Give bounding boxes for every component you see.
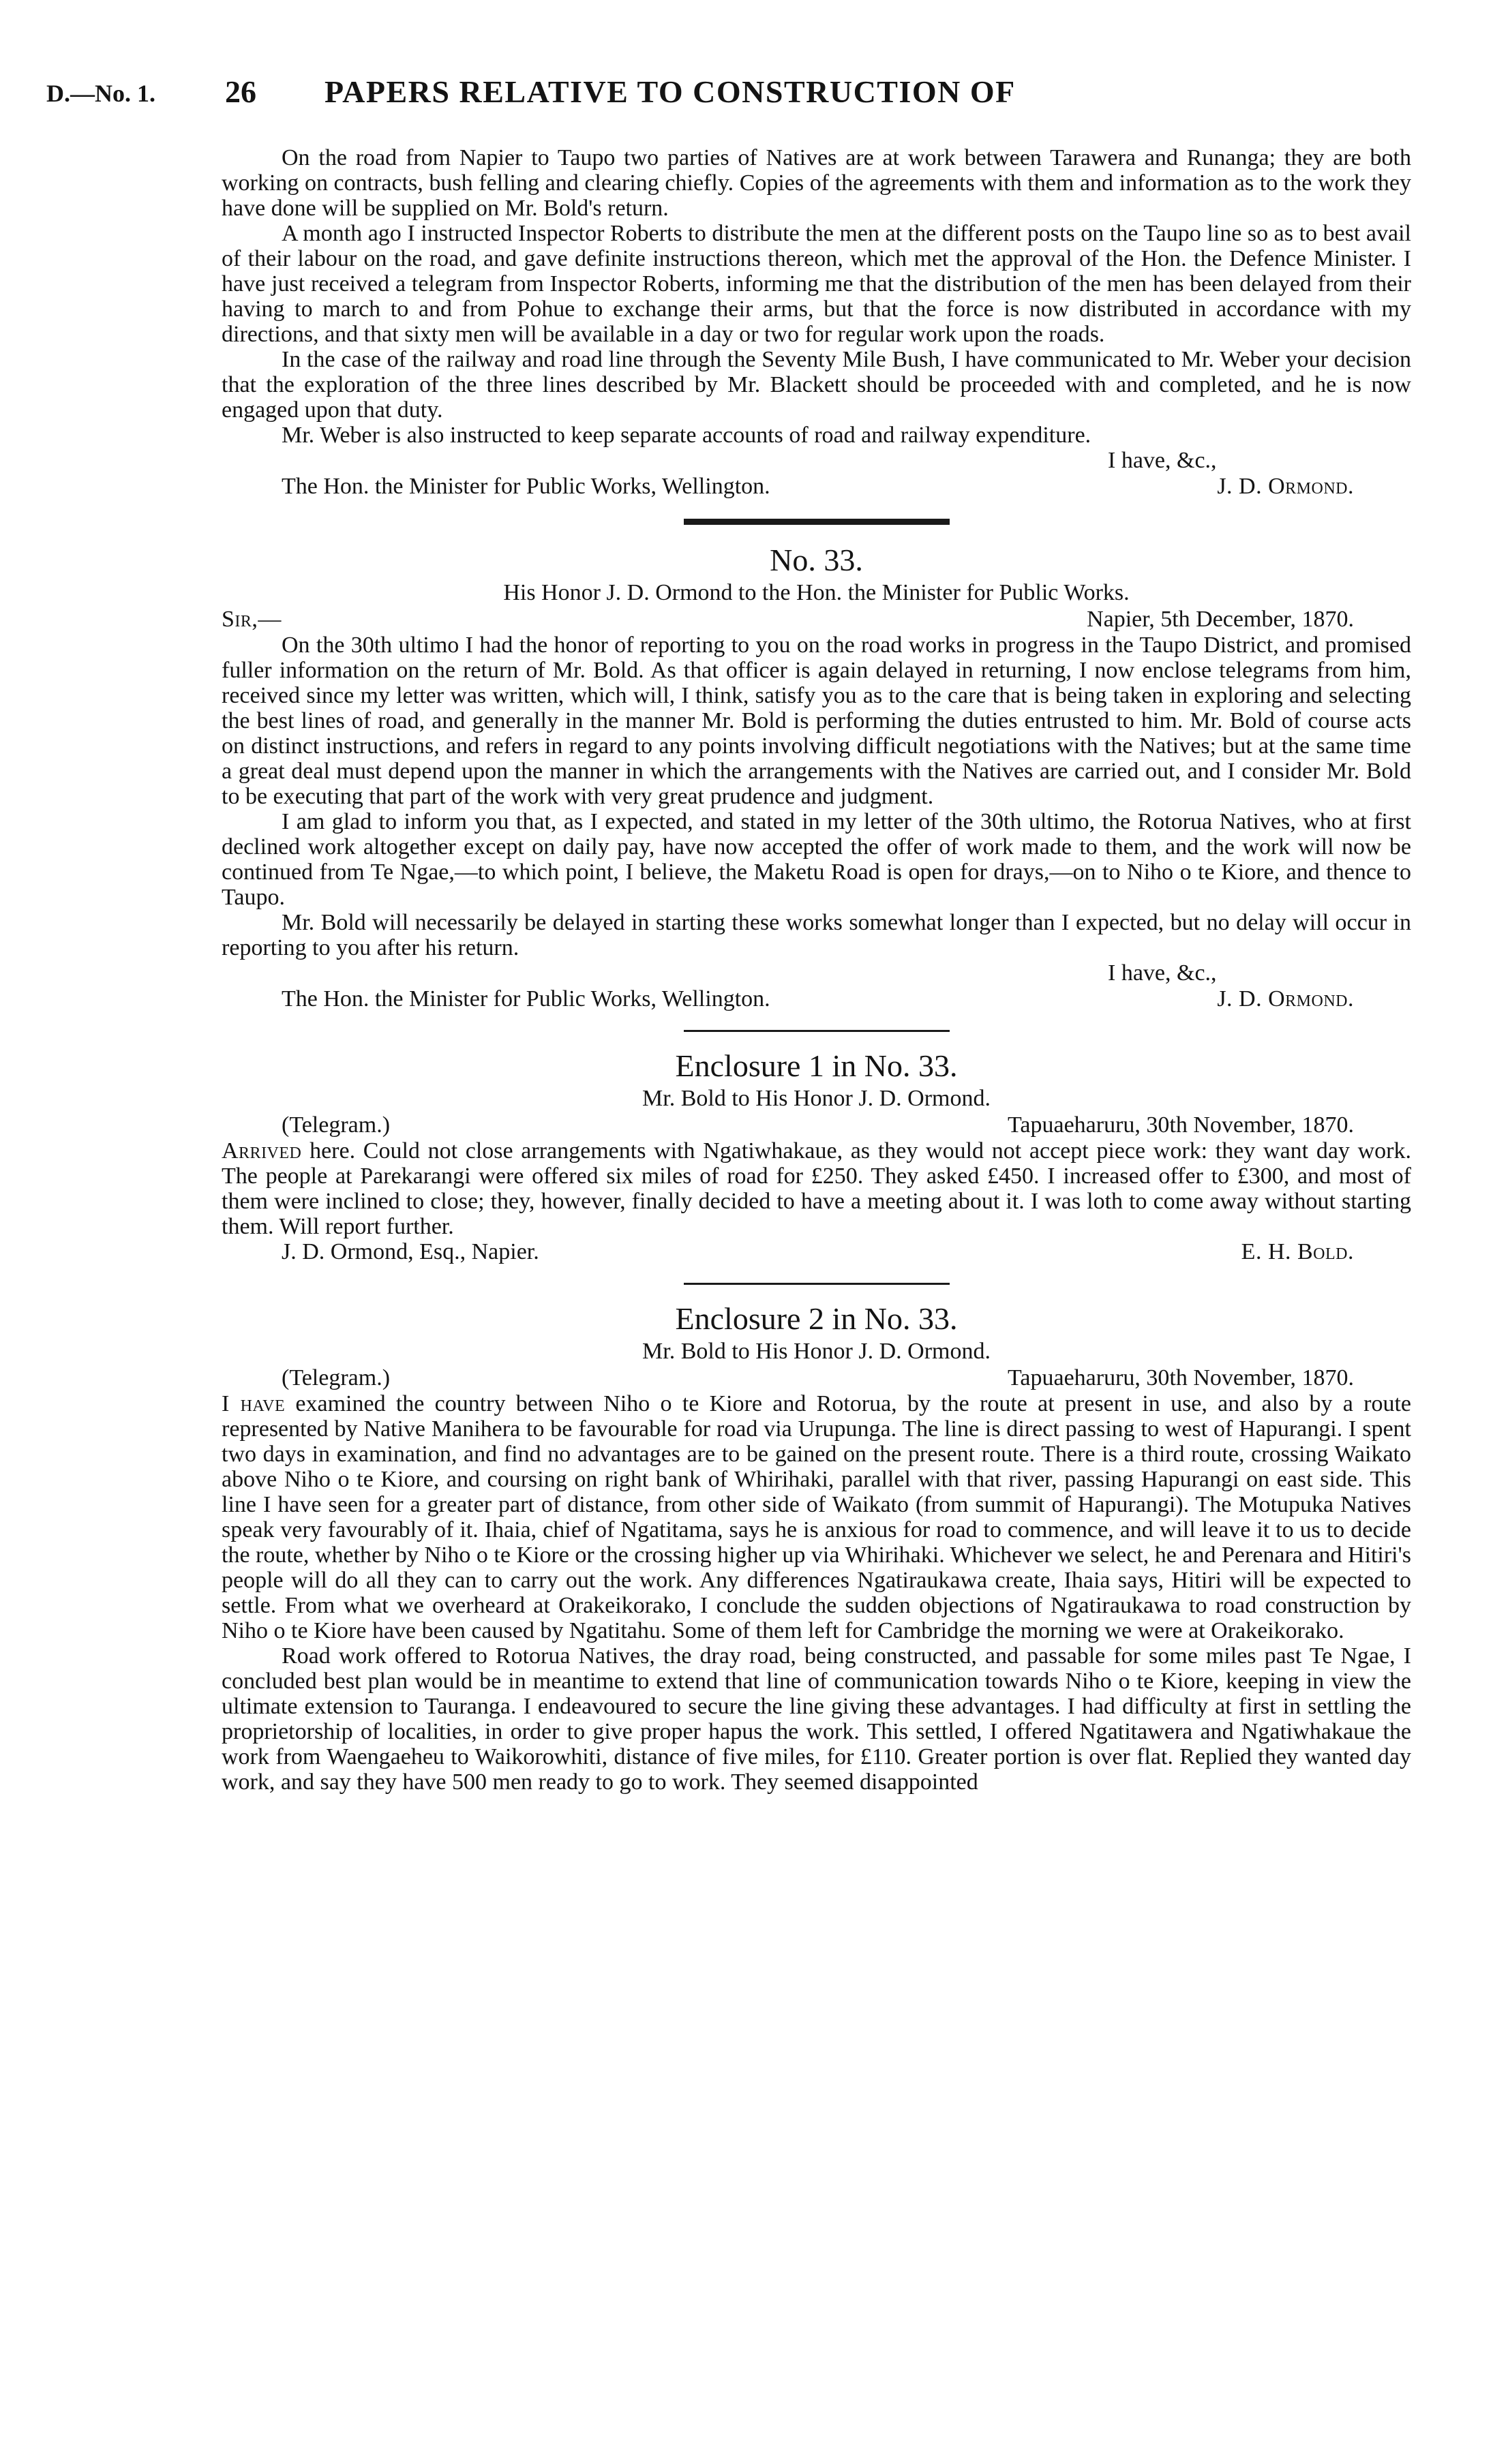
telegram-label: (Telegram.): [282, 1112, 391, 1138]
dateline: Tapuaeharuru, 30th November, 1870.: [1008, 1112, 1354, 1138]
telegram-body: [222, 1391, 1411, 1643]
page-body: [222, 145, 1411, 1795]
salutation: Sir,—: [222, 607, 282, 632]
intro-closing-line: [222, 448, 1411, 474]
addressee: The Hon. the Minister for Public Works, Wellington.: [282, 986, 770, 1012]
running-title: PAPERS RELATIVE TO CONSTRUCTION OF: [325, 74, 1016, 109]
enclosure-heading: Enclosure 2 in No. 33.: [675, 1301, 958, 1336]
lead-word: I have: [222, 1391, 286, 1416]
letter-paragraph: Mr. Bold will necessarily be delayed in starting these works somewhat longer than I expected, but no delay will occur in reporting to you after his return.: [222, 910, 1411, 960]
intro-paragraph: A month ago I instructed Inspector Roberts to distribute the men at the different posts on the Taupo line so as to best avail of their labour on the road, and gave definite instructions thereon, which met the approval of the Hon. the Defence Minister. I have just received a telegram from Inspector Roberts, informing me that the distribution of the men has been delayed from their having to march to and from Pohue to exchange their arms, but that the force is now distributed in accordance with my directions, and that sixty men will be available in a day or two for regular work upon the roads.: [222, 221, 1411, 347]
telegram-body: [222, 1138, 1411, 1239]
telegram-text: here. Could not close arrangements with Ngatiwhakaue, as they would not accept piece work: they want day work. The people at Parekarangi were offered six miles of road for £250. They asked £450. I increased offer to £300, and most of them were inclined to close; they, however, finally decided to have a meeting about it. I was loth to come away without starting them. Will report further.: [222, 1138, 1411, 1239]
closing-formula: I have, &c.,: [1108, 960, 1217, 986]
section-subheading: [222, 579, 1411, 607]
section-divider: [684, 519, 950, 525]
section-divider: [684, 1030, 950, 1032]
closing-formula: I have, &c.,: [1108, 448, 1217, 473]
intro-paragraph: On the road from Napier to Taupo two parties of Natives are at work between Tarawera and Runanga; they are both working on contracts, bush felling and clearing chiefly. Copies of the agreements with them and information as to the work they have done will be supplied on Mr. Bold's return.: [222, 145, 1411, 221]
addressee: The Hon. the Minister for Public Works, Wellington.: [282, 474, 770, 499]
telegram-dateline: [222, 1112, 1411, 1138]
page-header: [46, 74, 1383, 115]
intro-paragraph: In the case of the railway and road line through the Seventy Mile Bush, I have communicated to Mr. Weber your decision that the exploration of the three lines described by Mr. Blackett should be proceeded with and completed, and he is now engaged upon that duty.: [222, 347, 1411, 423]
intro-signature-line: [222, 474, 1411, 500]
signature: J. D. Ormond.: [1217, 986, 1354, 1012]
signature: J. D. Ormond.: [1217, 474, 1354, 499]
enclosure-subheading: Mr. Bold to His Honor J. D. Ormond.: [642, 1339, 991, 1364]
section-divider: [684, 1283, 950, 1285]
enclosure-subheading: Mr. Bold to His Honor J. D. Ormond.: [642, 1086, 991, 1111]
document-reference: D.—No. 1.: [46, 80, 155, 107]
telegram-paragraph: Road work offered to Rotorua Natives, the dray road, being constructed, and passable for some miles past Te Ngae, I concluded best plan would be in meantime to extend that line of communication towards Niho o te Kiore, keeping in view the ultimate extension to Tauranga. I endeavoured to secure the line giving these advantages. I had difficulty at first in settling the proprietorship of localities, in order to give proper hapus the work. This settled, I offered Ngatitawera and Ngatiwhakaue the work from Waengaeheu to Waikorowhiti, distance of five miles, for £110. Greater portion is over flat. Replied they wanted day work, and say they have 500 men ready to go to work. They seemed disappointed: [222, 1643, 1411, 1795]
closing-line: [222, 960, 1411, 986]
salutation-line: [222, 607, 1411, 633]
intro-paragraph: Mr. Weber is also instructed to keep separate accounts of road and railway expenditure.: [282, 423, 1091, 448]
section-heading: No. 33.: [770, 543, 863, 577]
telegram-label: (Telegram.): [282, 1365, 391, 1390]
letter-paragraph: I am glad to inform you that, as I expected, and stated in my letter of the 30th ultimo, the Rotorua Natives, who at first declined work altogether except on daily pay, have now accepted the offer of work made to them, and the work will now be continued from Te Ngae,—to which point, I believe, the Maketu Road is open for drays,—on to Niho o te Kiore, and thence to Taupo.: [222, 809, 1411, 910]
letter-paragraph: On the 30th ultimo I had the honor of reporting to you on the road works in progress in the Taupo District, and promised fuller information on the return of Mr. Bold. As that officer is again delayed in returning, I now enclose telegrams from him, received since my letter was written, which will, I think, satisfy you as to the care that is being taken in exploring and selecting the best lines of road, and generally in the manner Mr. Bold is performing the duties entrusted to him. Mr. Bold of course acts on distinct instructions, and refers in regard to any points involving difficult negotiations with the Natives; but at the same time a great deal must depend upon the manner in which the arrangements with the Natives are carried out, and I consider Mr. Bold to be executing that part of the work with very great prudence and judgment.: [222, 633, 1411, 809]
enclosure-heading: Enclosure 1 in No. 33.: [675, 1048, 958, 1083]
signature-line: [222, 986, 1411, 1012]
lead-word: Arrived: [222, 1138, 302, 1163]
signature-line: [222, 1239, 1411, 1265]
addressee: J. D. Ormond, Esq., Napier.: [282, 1239, 539, 1264]
telegram-dateline: [222, 1365, 1411, 1391]
telegram-text: examined the country between Niho o te Kiore and Rotorua, by the route at present in use, and also by a route represented by Native Manihera to be favourable for road via Urupunga. The line is direct passing to west of Hapurangi. I spent two days in examination, and find no advantages are to be gained on the present route. There is a third route, crossing Waikato above Niho o te Kiore, and coursing on right bank of Whirihaki, parallel with that river, passing Hapurangi on east side. This line I have seen for a greater part of distance, from other side of Waikato (from summit of Hapurangi). The Motupuka Natives speak very favourably of it. Ihaia, chief of Ngatitama, says he is anxious for road to commence, and will leave it to us to decide the route, whether by Niho o te Kiore or the crossing higher up via Whirihaki. Whichever we select, he and Perenara and Hitiri's people will do all they can to carry out the work. Any differences Ngatiraukawa create, Ihaia says, Hitiri will be expected to settle. From what we overheard at Orakeikorako, I conclude the sudden objections of Ngatiraukawa to road construction by Niho o te Kiore have been caused by Ngatitahu. Some of them left for Cambridge the morning we were at Orakeikorako.: [222, 1391, 1412, 1643]
signature: E. H. Bold.: [1241, 1239, 1354, 1264]
page-number: 26: [225, 74, 256, 109]
dateline: Tapuaeharuru, 30th November, 1870.: [1008, 1365, 1354, 1390]
correspondents: His Honor J. D. Ormond to the Hon. the Minister for Public Works.: [503, 580, 1130, 605]
dateline: Napier, 5th December, 1870.: [1087, 607, 1354, 632]
